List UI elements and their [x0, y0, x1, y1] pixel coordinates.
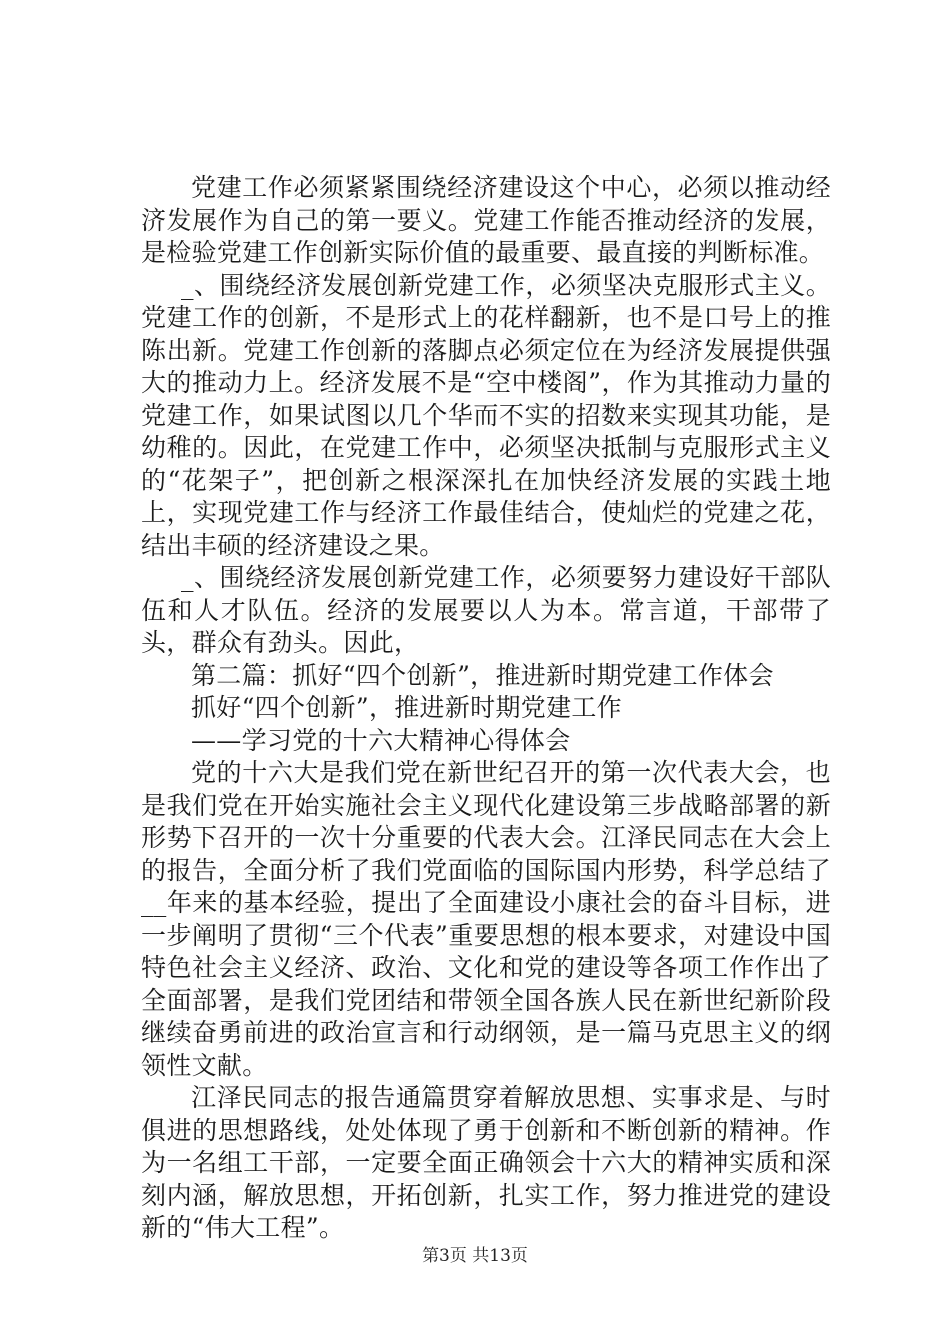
paragraph-2: _、围绕经济发展创新党建工作，必须坚决克服形式主义。党建工作的创新，不是形式上的花样翻新，也不是口号上的推陈出新。党建工作创新的落脚点必须定位在为经济发展提供强大的推动力上。经济发展不是“空中楼阁”，作为其推动力量的党建工作，如果试图以几个华而不实的招数来实现其功能，是幼稚的。因此，在党建工作中，必须坚决抵制与克服形式主义的“花架子”，把创新之根深深扎在加快经济发展的实践土地上，实现党建工作与经济工作最佳结合，使灿烂的党建之花，结出丰硕的经济建设之果。 [141, 270, 831, 560]
section-heading: 第二篇：抓好“四个创新”，推进新时期党建工作体会 [191, 660, 774, 690]
paragraph-3: _、围绕经济发展创新党建工作，必须要努力建设好干部队伍和人才队伍。经济的发展要以人为本。常言道，干部带了头，群众有劲头。因此， [141, 563, 831, 657]
paragraph-4: 党的十六大是我们党在新世纪召开的第一次代表大会，也是我们党在开始实施社会主义现代化建设第三步战略部署的新形势下召开的一次十分重要的代表大会。江泽民同志在大会上的报告，全面分析了我们党面临的国际国内形势，科学总结了__年来的基本经验，提出了全面建设小康社会的奋斗目标，进一步阐明了贯彻“三个代表”重要思想的根本要求，对建设中国特色社会主义经济、政治、文化和党的建设等各项工作作出了全面部署，是我们党团结和带领全国各族人民在新世纪新阶段继续奋勇前进的政治宣言和行动纲领，是一篇马克思主义的纲领性文献。 [141, 758, 831, 1080]
article-subtitle: ——学习党的十六大精神心得体会 [191, 725, 571, 755]
paragraph-5: 江泽民同志的报告通篇贯穿着解放思想、实事求是、与时俱进的思想路线，处处体现了勇于创新和不断创新的精神。作为一名组工干部，一定要全面正确领会十六大的精神实质和深刻内涵，解放思想，开拓创新，扎实工作，努力推进党的建设新的“伟大工程”。 [141, 1083, 831, 1242]
article-title: 抓好“四个创新”，推进新时期党建工作 [191, 693, 622, 722]
page-number: 第3页 共13页 [422, 1246, 528, 1266]
paragraph-1: 党建工作必须紧紧围绕经济建设这个中心，必须以推动经济发展作为自己的第一要义。党建工作能否推动经济的发展，是检验党建工作创新实际价值的最重要、最直接的判断标准。 [141, 173, 831, 267]
body-text [141, 172, 831, 1245]
